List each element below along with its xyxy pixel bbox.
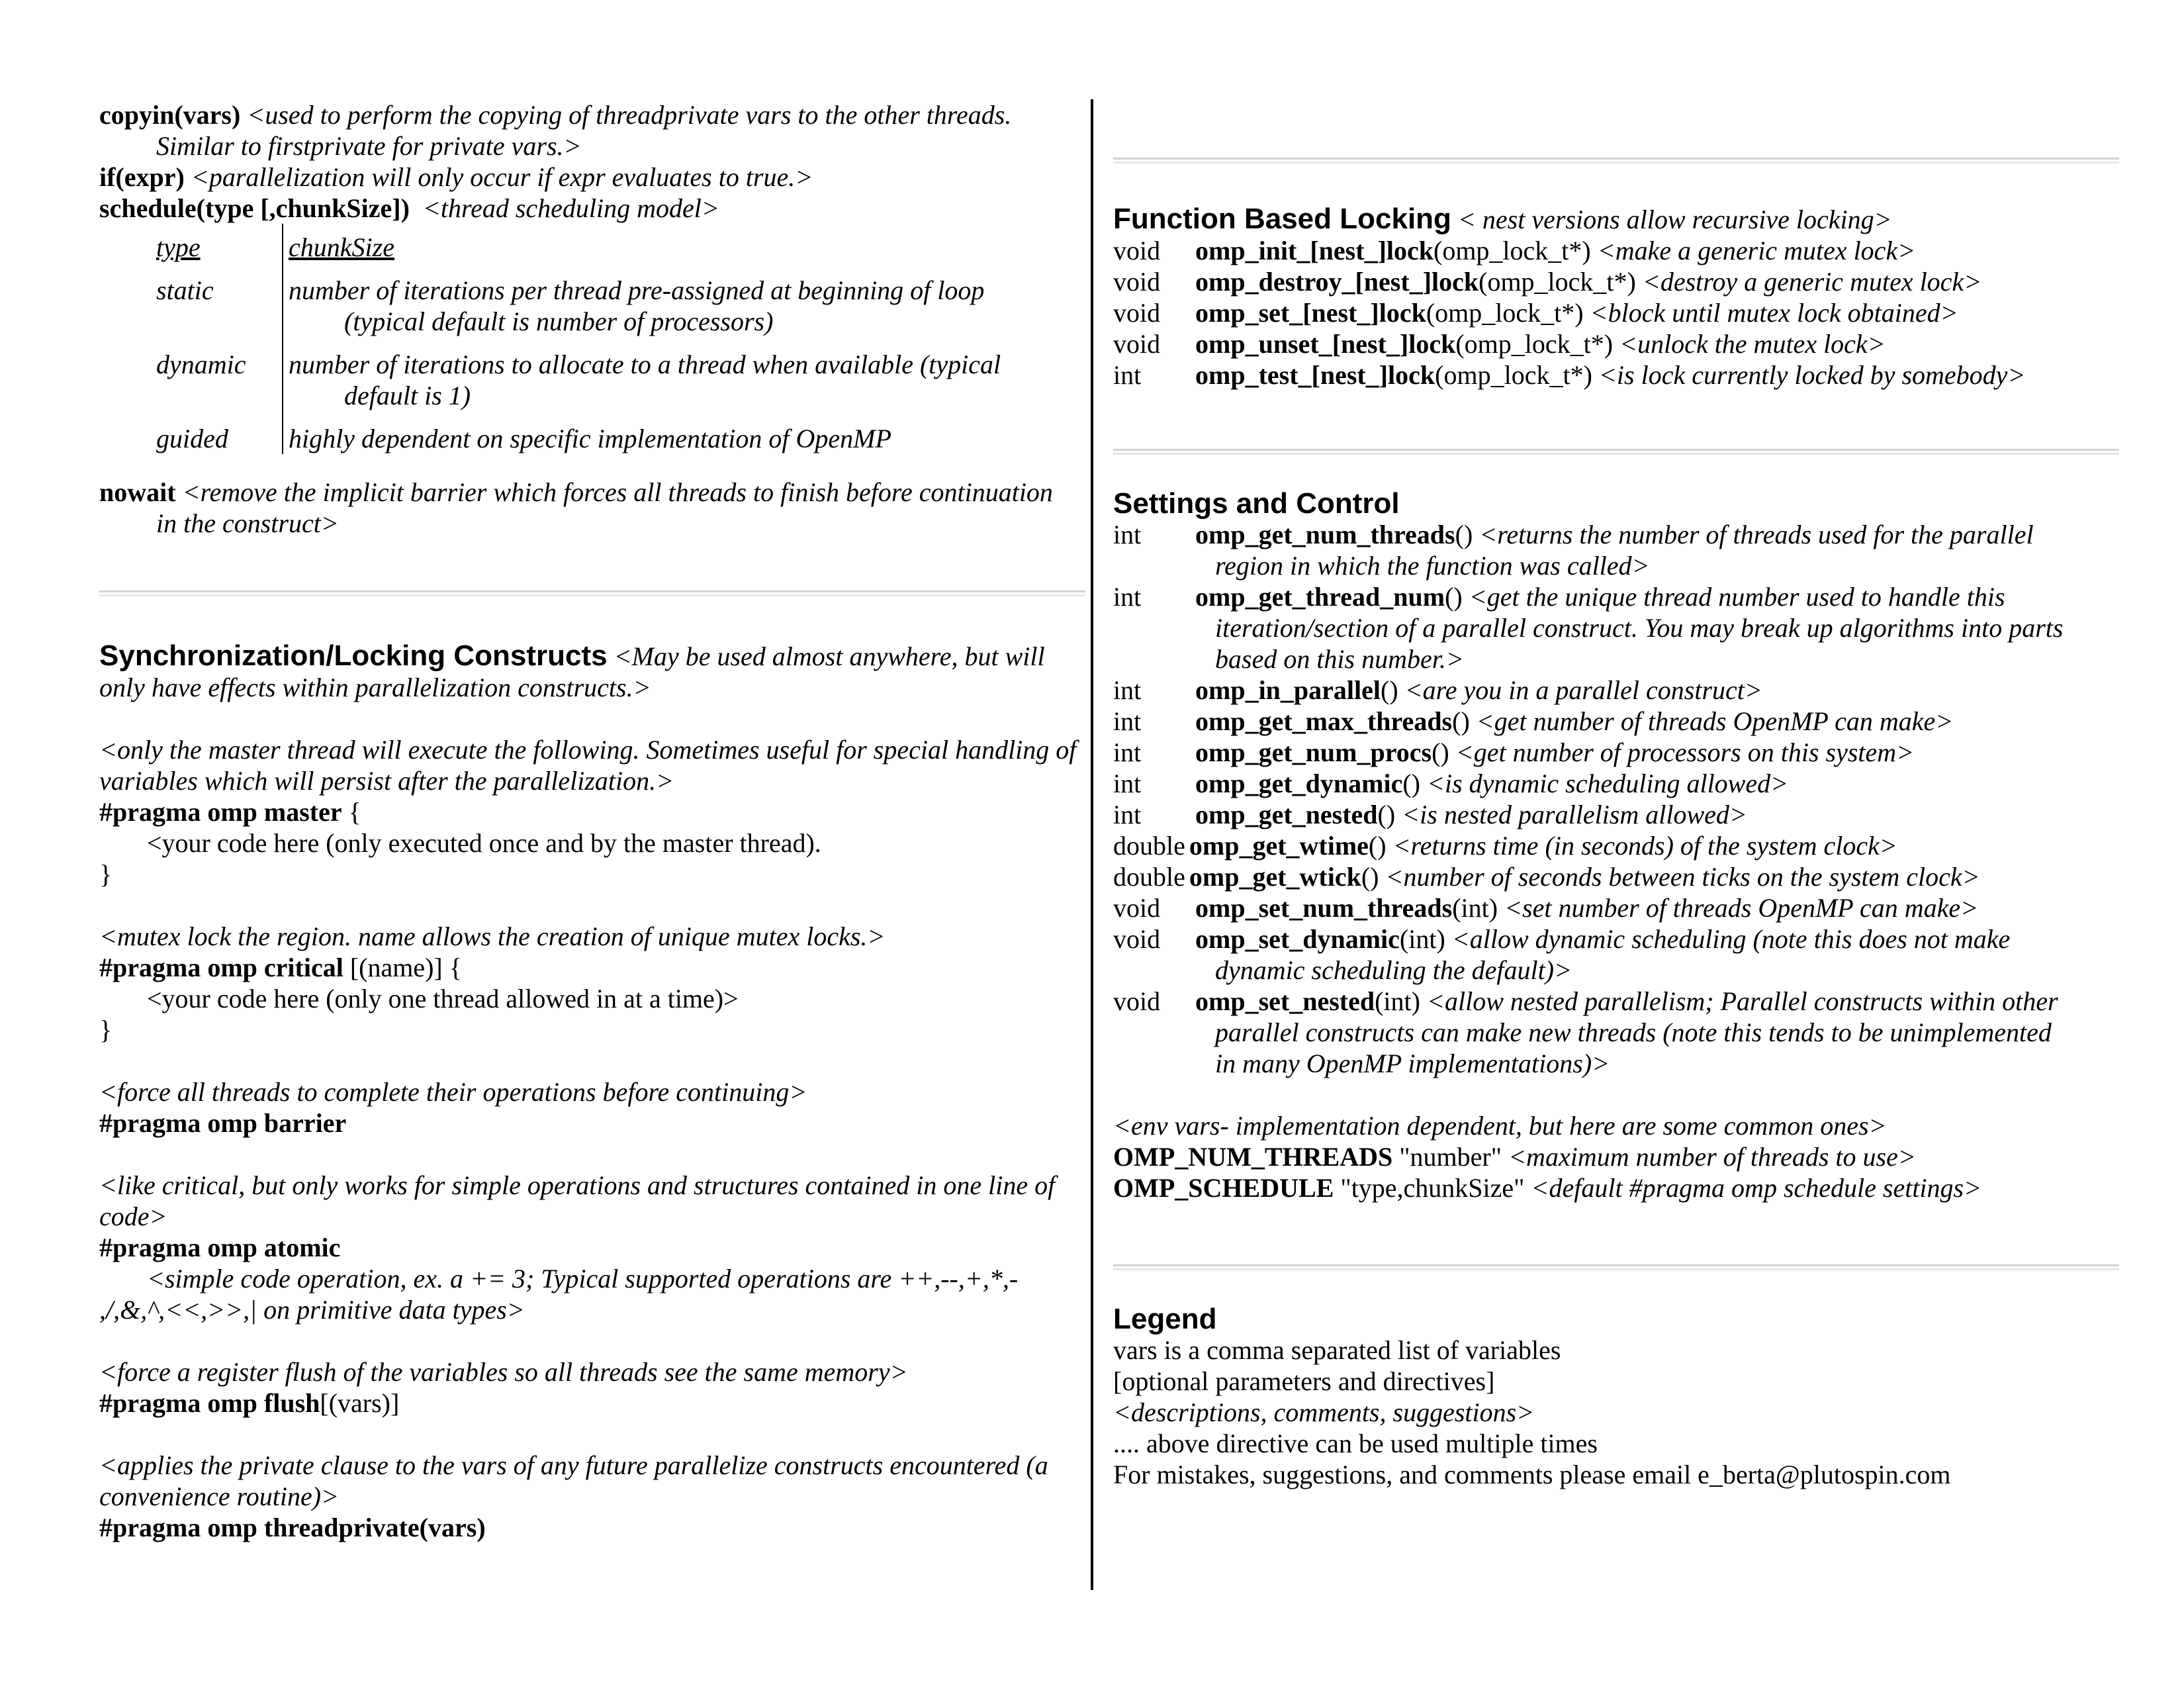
clause-desc: <thread scheduling model> [422,193,719,223]
function-name: omp_get_nested [1195,800,1378,829]
clause-desc: <parallelization will only occur if expr evaluates to true.> [191,162,813,192]
function-signature [1195,769,1788,798]
function-desc-cont: in many OpenMP implementations)> [1215,1049,1610,1078]
function-name: omp_get_max_threads [1195,706,1453,736]
return-type: int [1113,706,1142,736]
clause-desc: <remove the implicit barrier which forces all threads to finish before continuation [182,477,1053,507]
function-name: omp_in_parallel [1195,675,1381,705]
right-column [1113,99,2119,1490]
return-type: int [1113,769,1142,798]
function-signature [1195,893,1978,923]
section-separator [1113,1264,2119,1270]
function-desc: <are you in a parallel construct> [1404,675,1762,705]
function-args: () [1445,582,1463,612]
return-type: double [1113,831,1185,861]
legend-line: vars is a comma separated list of variables [1113,1335,1561,1365]
function-body [1195,706,2119,737]
return-type: void [1113,267,1161,297]
function-body [1195,266,2119,297]
legend-line: <descriptions, comments, suggestions> [1113,1397,1535,1427]
function-desc: <get number of threads OpenMP can make> [1476,706,1954,736]
env-var-list [1113,1141,2119,1203]
env-var-row [1113,1172,2119,1203]
threadprivate-directive: #pragma omp threadprivate(vars) [99,1513,486,1542]
schedule-header-type: type [156,232,201,262]
return-type: void [1113,329,1161,359]
atomic-block [99,1170,1085,1325]
function-body [1195,768,2119,799]
function-name: omp_get_wtick [1189,862,1361,892]
function-name: omp_get_dynamic [1195,769,1403,798]
section-subtitle: < nest versions allow recursive locking> [1457,205,1892,234]
clause-nowait [99,477,1085,539]
function-row [1113,235,2119,266]
function-body [1195,923,2119,986]
function-signature [1195,800,1747,829]
function-desc: <unlock the mutex lock> [1619,329,1886,359]
function-name: omp_get_num_threads [1195,520,1455,549]
legend-list [1113,1335,2119,1490]
return-type: int [1113,800,1142,829]
env-var-name: OMP_SCHEDULE [1113,1173,1334,1203]
clause-desc: <used to perform the copying of threadprivate vars to the other threads. [247,100,1012,130]
function-name: omp_set_[nest_]lock [1195,298,1426,328]
function-row [1113,799,2119,830]
function-signature [1189,862,1980,892]
clause-copyin [99,99,1085,162]
schedule-type-static: static [156,275,214,305]
function-args: () [1381,675,1398,705]
settings-function-list [1113,519,2119,1079]
clause-if [99,162,1085,193]
function-desc: <allow dynamic scheduling (note this does not make [1451,924,2011,954]
function-signature [1195,582,2005,612]
function-row [1113,892,2119,923]
section-title: Synchronization/Locking Constructs [99,639,608,672]
function-desc: <number of seconds between ticks on the system clock> [1385,862,1980,892]
left-column [99,99,1085,1543]
function-args: () [1377,800,1396,829]
critical-body: <your code here (only one thread allowed in at a time)> [147,984,739,1013]
clause-schedule [99,193,1085,224]
clause-desc-cont: Similar to firstprivate for private vars.> [156,131,582,161]
master-block: <only the master thread will execute the following. Sometimes useful for special handling of variables which will persist after the parallelization.> #pragma omp master { <your code here (only executed once and by the master thread). } [99,734,1085,890]
function-row [1113,737,2119,768]
sync-section-header [99,640,1085,703]
env-var-value: "type,chunkSize" [1340,1173,1525,1203]
function-signature [1195,236,1915,265]
barrier-block [99,1076,1085,1139]
schedule-table [156,224,1085,454]
function-name: omp_get_wtime [1189,831,1369,861]
function-args: (int) [1375,986,1420,1016]
legend-line: [optional parameters and directives] [1113,1366,1495,1396]
barrier-directive: #pragma omp barrier [99,1108,347,1138]
function-row [1113,266,2119,297]
function-signature [1195,675,1762,705]
function-name: omp_set_num_threads [1195,893,1453,923]
function-name: omp_set_nested [1195,986,1375,1016]
function-desc-cont: iteration/section of a parallel construct. You may break up algorithms into parts [1215,613,2064,643]
function-desc: <is lock currently locked by somebody> [1598,360,2026,390]
function-row [1113,768,2119,799]
section-separator [1113,158,2119,164]
function-body [1195,235,2119,266]
schedule-desc-guided: highly dependent on specific implementation of OpenMP [282,423,1063,454]
master-comment: <only the master thread will execute the following. Sometimes useful for special handling of variables which will persist after the parallelization.> [99,735,1077,796]
critical-directive: #pragma omp critical [99,953,343,982]
return-type: void [1113,298,1161,328]
schedule-type-dynamic: dynamic [156,350,246,379]
function-args: () [1368,831,1387,861]
env-var-row [1113,1141,2119,1172]
section-separator [99,590,1085,596]
function-signature [1195,706,1953,736]
function-row [1113,675,2119,706]
legend-line: .... above directive can be used multiple times [1113,1429,1598,1458]
clause-name: copyin(vars) [99,100,241,130]
function-args: (omp_lock_t*) [1479,267,1636,297]
atomic-body-cont: ,/,&,^,<<,>>,| on primitive data types> [99,1295,525,1325]
return-type: void [1113,986,1161,1016]
function-signature [1195,329,1886,359]
function-signature [1195,298,1958,328]
function-body [1195,892,2119,923]
function-desc-cont: region in which the function was called> [1215,551,1650,581]
flush-block: <force a register flush of the variables so all threads see the same memory> #pragma omp flush[(vars)] [99,1356,1085,1419]
function-desc: <returns the number of threads used for the parallel [1479,520,2034,549]
critical-comment: <mutex lock the region. name allows the creation of unique mutex locks.> [99,921,886,951]
function-desc: <get the unique thread number used to handle this [1469,582,2005,612]
section-title: Function Based Locking [1113,203,1451,235]
flush-comment: <force a register flush of the variables so all threads see the same memory> [99,1357,908,1387]
function-row [1113,986,2119,1079]
clause-name: nowait [99,477,176,507]
locking-function-list [1113,235,2119,391]
function-body [1195,328,2119,359]
function-args: (int) [1452,893,1498,923]
section-separator [1113,449,2119,455]
settings-section-title: Settings and Control [1113,487,1400,520]
schedule-desc-dynamic: number of iterations to allocate to a thread when available (typical default is 1) [282,349,1063,411]
function-row [1113,359,2119,391]
env-var-name: OMP_NUM_THREADS [1113,1142,1393,1172]
section-subtitle: <May be used almost anywhere, but will only have effects within parallelization constructs.> [99,641,1045,702]
env-var-desc: <maximum number of threads to use> [1508,1142,1916,1172]
function-desc: <allow nested parallelism; Parallel constructs within other [1426,986,2058,1016]
return-type: void [1113,924,1161,954]
function-signature [1195,520,2034,549]
function-desc-cont: dynamic scheduling the default)> [1215,955,1572,985]
threadprivate-comment: <applies the private clause to the vars of any future parallelize constructs encountered (a convenience routine)> [99,1450,1048,1511]
legend-section-title: Legend [1113,1303,1217,1335]
function-name: omp_set_dynamic [1195,924,1400,954]
env-var-value: "number" [1399,1142,1502,1172]
function-body [1195,297,2119,328]
function-signature [1189,831,1897,861]
function-body [1189,830,2119,861]
function-body [1195,675,2119,706]
function-body [1189,861,2119,892]
function-desc: <is nested parallelism allowed> [1402,800,1747,829]
schedule-type-guided: guided [156,424,228,453]
barrier-comment: <force all threads to complete their operations before continuing> [99,1077,807,1107]
function-desc-cont: parallel constructs can make new threads (note this tends to be unimplemented [1215,1017,2052,1047]
function-args: (omp_lock_t*) [1455,329,1614,359]
env-comment: <env vars- implementation dependent, but here are some common ones> [1113,1111,1887,1141]
locking-section-header [1113,203,2119,235]
function-name: omp_test_[nest_]lock [1195,360,1435,390]
return-type: int [1113,360,1142,390]
threadprivate-block [99,1450,1085,1543]
return-type: void [1113,236,1161,265]
function-args: () [1452,706,1470,736]
return-type: int [1113,675,1142,705]
function-desc: <block until mutex lock obtained> [1590,298,1958,328]
function-desc: <set number of threads OpenMP can make> [1504,893,1979,923]
function-desc: <is dynamic scheduling allowed> [1426,769,1789,798]
function-body [1195,986,2119,1079]
function-row [1113,923,2119,986]
function-args: () [1432,737,1449,767]
function-args: (omp_lock_t*) [1435,360,1592,390]
function-body [1195,737,2119,768]
function-name: omp_get_thread_num [1195,582,1445,612]
function-row [1113,328,2119,359]
clause-desc-cont: in the construct> [156,508,339,538]
function-body [1195,519,2119,581]
function-desc: <make a generic mutex lock> [1597,236,1916,265]
return-type: int [1113,582,1142,612]
function-signature [1195,986,2058,1016]
function-signature [1195,360,2025,390]
function-body [1195,581,2119,675]
return-type: int [1113,520,1142,549]
function-row [1113,519,2119,581]
atomic-comment: <like critical, but only works for simple operations and structures contained in one line of code> [99,1170,1056,1231]
schedule-desc-static: number of iterations per thread pre-assigned at beginning of loop (typical default is number of processors) [282,275,1063,337]
function-args: () [1455,520,1473,549]
atomic-body: <simple code operation, ex. a += 3; Typical supported operations are ++,--,+,*,- [147,1264,1019,1293]
function-desc: <returns time (in seconds) of the system clock> [1392,831,1897,861]
flush-directive: #pragma omp flush [99,1388,320,1418]
env-var-desc: <default #pragma omp schedule settings> [1531,1173,1982,1203]
function-row [1113,297,2119,328]
critical-block: <mutex lock the region. name allows the creation of unique mutex locks.> #pragma omp critical [(name)] { <your code here (only one thread allowed in at a time)> } [99,921,1085,1045]
function-row [1113,861,2119,892]
function-desc-cont: based on this number.> [1215,644,1464,674]
master-body: <your code here (only executed once and by the master thread). [147,828,821,858]
function-row [1113,830,2119,861]
function-desc: <destroy a generic mutex lock> [1642,267,1982,297]
function-args: (omp_lock_t*) [1426,298,1584,328]
function-args: (int) [1399,924,1445,954]
function-signature [1195,924,2010,954]
function-name: omp_get_num_procs [1195,737,1432,767]
function-desc: <get number of processors on this system> [1455,737,1915,767]
schedule-header-chunksize: chunkSize [282,224,1063,263]
function-row [1113,581,2119,675]
function-name: omp_init_[nest_]lock [1195,236,1433,265]
function-args: () [1361,862,1379,892]
function-signature [1195,267,1981,297]
master-directive: #pragma omp master [99,797,342,827]
function-name: omp_destroy_[nest_]lock [1195,267,1479,297]
return-type: double [1113,862,1185,892]
return-type: void [1113,893,1161,923]
function-signature [1195,737,1914,767]
function-name: omp_unset_[nest_]lock [1195,329,1456,359]
function-args: () [1402,769,1420,798]
return-type: int [1113,737,1142,767]
clause-name: if(expr) [99,162,185,192]
function-body [1195,799,2119,830]
function-row [1113,706,2119,737]
function-args: (omp_lock_t*) [1433,236,1591,265]
column-divider [1091,99,1093,1590]
clause-name: schedule(type [,chunkSize]) [99,193,410,223]
atomic-directive: #pragma omp atomic [99,1233,341,1262]
function-body [1195,359,2119,391]
legend-line: For mistakes, suggestions, and comments please email e_berta@plutospin.com [1113,1460,1951,1489]
